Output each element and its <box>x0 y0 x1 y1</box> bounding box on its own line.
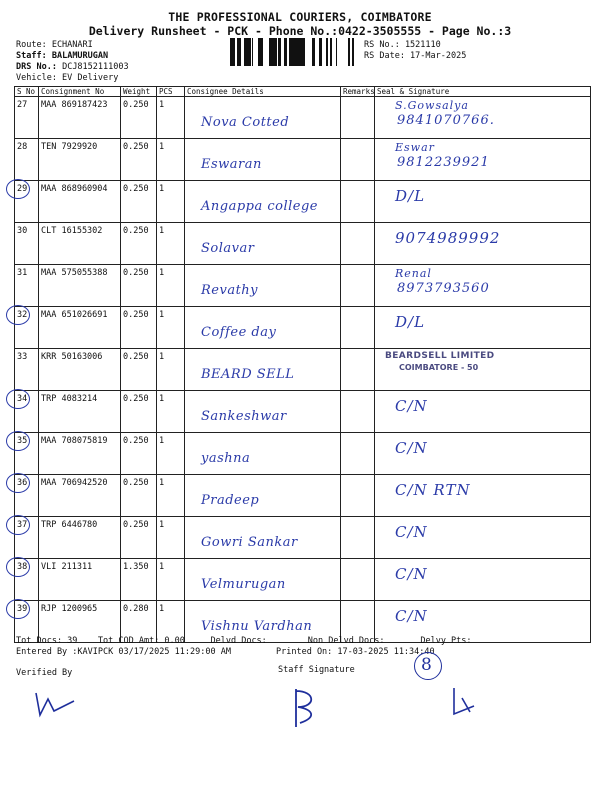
table-row <box>15 391 591 433</box>
barcode-bar <box>291 38 294 66</box>
consignee-handwriting: Eswaran <box>201 157 262 172</box>
cell-sno: 33 <box>15 349 39 391</box>
cell-consignment: TRP 6446780 <box>39 517 121 559</box>
non-delvd-docs: Non Delvd Docs: <box>307 636 385 646</box>
cell-seal <box>375 139 591 181</box>
table-row <box>15 265 591 307</box>
consignee-handwriting: BEARD SELL <box>201 367 295 382</box>
table-row <box>15 349 591 391</box>
consignee-handwriting: Vishnu Vardhan <box>201 619 313 634</box>
col-weight: Weight <box>121 87 157 97</box>
cell-consignment: TRP 4083214 <box>39 391 121 433</box>
seal-name: S.Gowsalya <box>395 99 469 112</box>
col-consignee: Consignee Details <box>185 87 341 97</box>
cell-sno: 31 <box>15 265 39 307</box>
seal-name: Renal <box>395 267 432 280</box>
cell-consignee <box>185 139 341 181</box>
consignee-handwriting: Angappa college <box>201 199 318 214</box>
cell-pcs: 1 <box>157 475 185 517</box>
seal-signature: D/L <box>395 187 426 205</box>
cell-pcs: 1 <box>157 559 185 601</box>
circled-count: 8 <box>421 655 432 675</box>
barcode-bar <box>252 38 253 66</box>
cell-sno: 35 <box>15 433 39 475</box>
delvd-docs: Delvd Docs: <box>210 636 267 646</box>
verified-by-label: Verified By <box>16 668 73 678</box>
barcode-icon <box>230 38 354 66</box>
barcode-bar <box>240 38 241 66</box>
cell-sno: 29 <box>15 181 39 223</box>
cell-weight: 0.250 <box>121 223 157 265</box>
barcode-bar <box>232 38 234 66</box>
col-sno: S No <box>15 87 39 97</box>
barcode-bar <box>352 38 353 66</box>
cell-pcs: 1 <box>157 97 185 139</box>
barcode-bar <box>301 38 303 66</box>
cell-pcs: 1 <box>157 517 185 559</box>
seal-signature: C/N RTN <box>395 481 471 499</box>
cell-pcs: 1 <box>157 139 185 181</box>
cell-weight: 0.250 <box>121 139 157 181</box>
staff-signature-label: Staff Signature <box>278 665 355 675</box>
seal-signature: C/N <box>395 523 428 541</box>
cell-remarks <box>341 307 375 349</box>
circle-mark-icon <box>6 431 30 451</box>
seal-signature: C/N <box>395 565 428 583</box>
cell-consignee <box>185 433 341 475</box>
printed-on: Printed On: 17-03-2025 11:34:40 <box>276 647 435 657</box>
rs-date: RS Date: 17-Mar-2025 <box>364 51 467 61</box>
staff: Staff: BALAMURUGAN <box>16 51 109 61</box>
seal-name: Eswar <box>395 141 435 154</box>
consignee-handwriting: Nova Cotted <box>201 115 290 130</box>
barcode-bar <box>297 38 298 66</box>
cell-consignment: MAA 651026691 <box>39 307 121 349</box>
barcode-bar <box>249 38 251 66</box>
circle-mark-icon <box>6 305 30 325</box>
cell-sno: 39 <box>15 601 39 643</box>
rs-number: RS No.: 1521110 <box>364 40 441 50</box>
cell-sno: 28 <box>15 139 39 181</box>
cell-seal <box>375 223 591 265</box>
barcode-bar <box>244 38 246 66</box>
cell-weight: 0.250 <box>121 181 157 223</box>
cell-weight: 1.350 <box>121 559 157 601</box>
barcode-bar <box>348 38 350 66</box>
barcode-bar <box>294 38 297 66</box>
cell-consignment: RJP 1200965 <box>39 601 121 643</box>
staff-signature-icon <box>286 685 326 733</box>
cell-consignee <box>185 475 341 517</box>
route: Route: ECHANARI <box>16 40 93 50</box>
table-header-row <box>15 87 591 97</box>
seal-signature: 9074989992 <box>395 229 501 247</box>
cell-consignment: MAA 575055388 <box>39 265 121 307</box>
cell-pcs: 1 <box>157 181 185 223</box>
cell-consignment: MAA 869187423 <box>39 97 121 139</box>
cell-pcs: 1 <box>157 265 185 307</box>
barcode-bar <box>230 38 232 66</box>
cell-sno: 36 <box>15 475 39 517</box>
cell-seal <box>375 559 591 601</box>
barcode-bar <box>336 38 337 66</box>
cell-weight: 0.250 <box>121 391 157 433</box>
cell-seal <box>375 265 591 307</box>
vehicle: Vehicle: EV Delivery <box>16 73 119 83</box>
barcode-bar <box>312 38 315 66</box>
counter-signature-icon <box>446 684 482 720</box>
cell-consignee <box>185 97 341 139</box>
cell-consignment: MAA 706942520 <box>39 475 121 517</box>
cell-consignment: CLT 16155302 <box>39 223 121 265</box>
consignee-handwriting: Revathy <box>201 283 259 298</box>
cell-remarks <box>341 181 375 223</box>
circle-mark-icon <box>6 557 30 577</box>
barcode-bar <box>319 38 322 66</box>
cell-consignee <box>185 181 341 223</box>
cell-consignee <box>185 517 341 559</box>
seal-signature: C/N <box>395 397 428 415</box>
consignee-handwriting: Solavar <box>201 241 255 256</box>
company-stamp: BEARDSELL LIMITED <box>385 351 495 361</box>
cell-pcs: 1 <box>157 307 185 349</box>
cell-seal <box>375 181 591 223</box>
barcode-bar <box>353 38 354 66</box>
cell-sno: 27 <box>15 97 39 139</box>
tot-docs: Tot Docs: 39 <box>16 636 78 646</box>
cell-consignee <box>185 349 341 391</box>
meta-left <box>16 40 129 84</box>
cell-pcs: 1 <box>157 223 185 265</box>
col-consignment: Consignment No <box>39 87 121 97</box>
barcode-bar <box>261 38 263 66</box>
cell-seal <box>375 391 591 433</box>
cell-remarks <box>341 475 375 517</box>
cell-remarks <box>341 97 375 139</box>
cell-weight: 0.250 <box>121 517 157 559</box>
count-circle <box>414 652 442 680</box>
cell-seal <box>375 517 591 559</box>
table-row <box>15 517 591 559</box>
cell-consignment: MAA 868960904 <box>39 181 121 223</box>
consignee-handwriting: Velmurugan <box>201 577 286 592</box>
meta-right <box>364 40 466 62</box>
cell-consignee <box>185 391 341 433</box>
barcode-bar <box>298 38 301 66</box>
barcode-bar <box>234 38 235 66</box>
cell-weight: 0.250 <box>121 265 157 307</box>
cell-remarks <box>341 391 375 433</box>
cell-remarks <box>341 139 375 181</box>
cell-consignment: VLI 211311 <box>39 559 121 601</box>
cell-seal <box>375 349 591 391</box>
cell-weight: 0.250 <box>121 97 157 139</box>
cell-seal <box>375 475 591 517</box>
table-row <box>15 181 591 223</box>
cell-remarks <box>341 265 375 307</box>
runsheet-subtitle: Delivery Runsheet - PCK - Phone No.:0422-3505555 - Page No.:3 <box>88 24 512 38</box>
cell-consignee <box>185 265 341 307</box>
cell-consignee <box>185 307 341 349</box>
delvy-pts: Delvy Pts: <box>420 636 472 646</box>
circle-mark-icon <box>6 179 30 199</box>
barcode-bar <box>260 38 261 66</box>
barcode-bar <box>269 38 271 66</box>
cell-pcs: 1 <box>157 433 185 475</box>
barcode-bar <box>330 38 331 66</box>
barcode-bar <box>284 38 287 66</box>
circle-mark-icon <box>6 389 30 409</box>
barcode-bar <box>258 38 260 66</box>
consignee-handwriting: Sankeshwar <box>201 409 287 424</box>
cell-sno: 32 <box>15 307 39 349</box>
cell-weight: 0.250 <box>121 433 157 475</box>
cell-remarks <box>341 517 375 559</box>
table-row <box>15 559 591 601</box>
tot-cod: Tot COD Amt: 0.00 <box>97 636 185 646</box>
seal-signature: 9841070766. <box>397 113 495 128</box>
barcode-bar <box>303 38 305 66</box>
table-row <box>15 139 591 181</box>
barcode-bar <box>271 38 274 66</box>
barcode-bar <box>237 38 240 66</box>
cell-consignee <box>185 559 341 601</box>
col-pcs: PCS <box>157 87 185 97</box>
cell-weight: 0.250 <box>121 475 157 517</box>
cell-pcs: 1 <box>157 349 185 391</box>
company-stamp-city: COIMBATORE - 50 <box>399 363 479 372</box>
cell-weight: 0.280 <box>121 601 157 643</box>
barcode-bar <box>274 38 277 66</box>
drs-number: DRS No.: DCJ8152111003 <box>16 62 129 72</box>
cell-sno: 38 <box>15 559 39 601</box>
barcode-bar <box>278 38 281 66</box>
entered-by: Entered By :KAVIPCK 03/17/2025 11:29:00 AM <box>16 647 231 657</box>
cell-seal <box>375 97 591 139</box>
table-row <box>15 475 591 517</box>
cell-remarks <box>341 559 375 601</box>
cell-remarks <box>341 349 375 391</box>
runsheet-table <box>14 86 591 643</box>
cell-sno: 37 <box>15 517 39 559</box>
company-title: THE PROFESSIONAL COURIERS, COIMBATORE <box>168 10 432 24</box>
barcode-bar <box>326 38 328 66</box>
cell-consignee <box>185 223 341 265</box>
footer-totals <box>16 636 596 647</box>
cell-consignment: TEN 7929920 <box>39 139 121 181</box>
seal-signature: D/L <box>395 313 426 331</box>
cell-sno: 34 <box>15 391 39 433</box>
col-remarks: Remarks <box>341 87 375 97</box>
table-row <box>15 307 591 349</box>
table-row <box>15 223 591 265</box>
cell-remarks <box>341 433 375 475</box>
circle-mark-icon <box>6 515 30 535</box>
cell-sno: 30 <box>15 223 39 265</box>
circle-mark-icon <box>6 599 30 619</box>
cell-pcs: 1 <box>157 601 185 643</box>
cell-consignment: MAA 708075819 <box>39 433 121 475</box>
consignee-handwriting: Gowri Sankar <box>201 535 298 550</box>
cell-seal <box>375 307 591 349</box>
circle-mark-icon <box>6 473 30 493</box>
seal-signature: C/N <box>395 607 428 625</box>
cell-consignment: KRR 50163006 <box>39 349 121 391</box>
cell-seal <box>375 433 591 475</box>
cell-pcs: 1 <box>157 391 185 433</box>
cell-remarks <box>341 223 375 265</box>
seal-signature: 9812239921 <box>397 155 490 170</box>
cell-weight: 0.250 <box>121 307 157 349</box>
verifier-signature-icon <box>30 685 80 721</box>
table-row <box>15 433 591 475</box>
col-seal: Seal & Signature <box>375 87 591 97</box>
barcode-bar <box>289 38 291 66</box>
consignee-handwriting: Pradeep <box>201 493 260 508</box>
barcode-bar <box>331 38 332 66</box>
barcode-bar <box>246 38 249 66</box>
consignee-handwriting: Coffee day <box>201 325 277 340</box>
consignee-handwriting: yashna <box>201 451 251 466</box>
table-row <box>15 97 591 139</box>
cell-weight: 0.250 <box>121 349 157 391</box>
seal-signature: C/N <box>395 439 428 457</box>
seal-signature: 8973793560 <box>397 281 490 296</box>
